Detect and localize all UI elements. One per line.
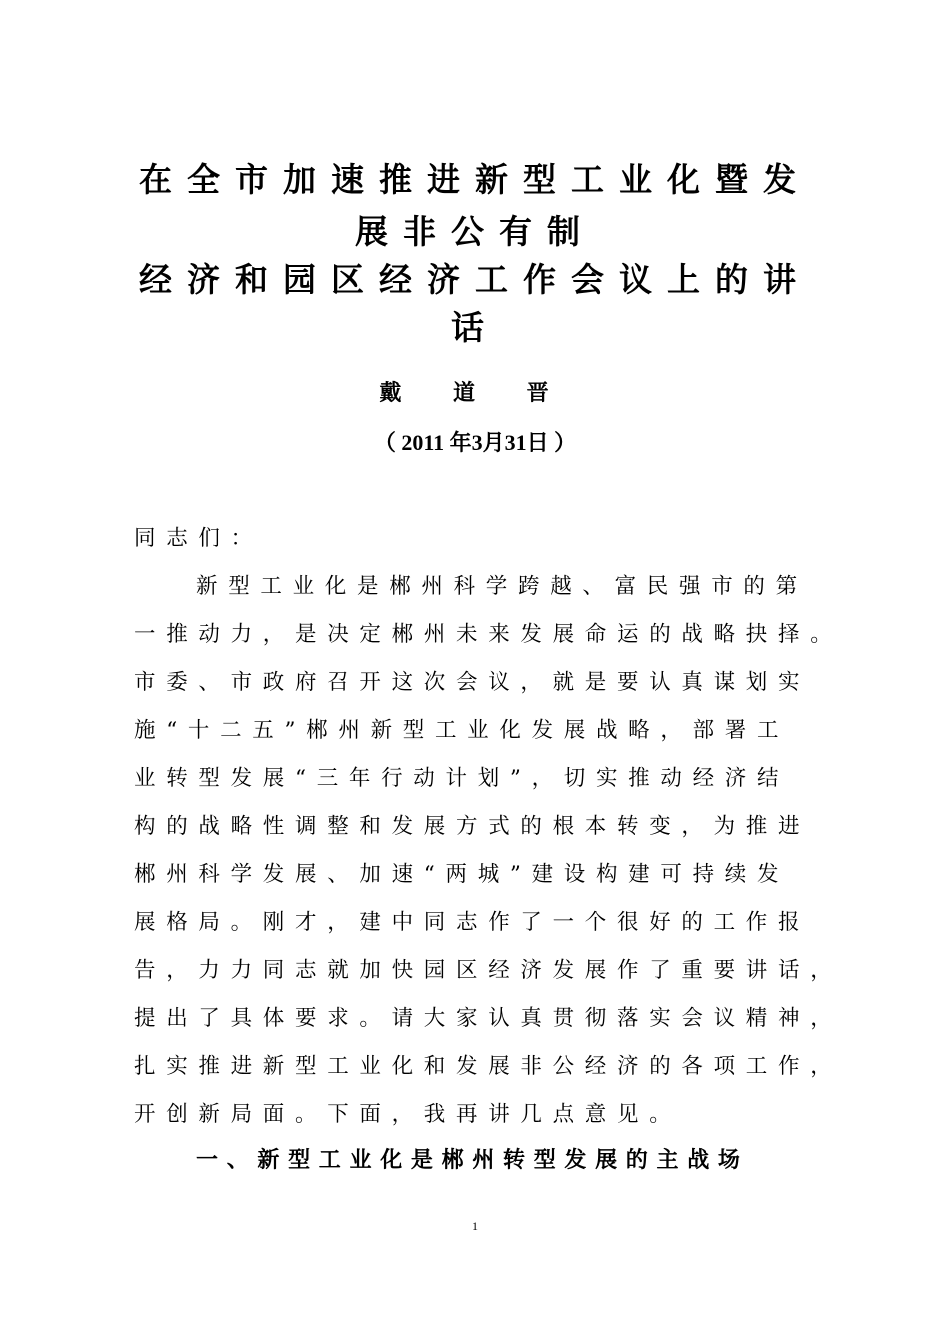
document-title-line-1: 在全市加速推进新型工业化暨发 <box>139 160 811 199</box>
page-number: 1 <box>472 1219 478 1233</box>
paragraph-line: 展格局。刚才，建中同志作了一个很好的工作报 <box>134 910 811 935</box>
paragraph-line: 施“十二五”郴州新型工业化发展战略，部署工 <box>134 718 790 743</box>
speech-date: （ 2011 年3月31日 ） <box>373 430 577 455</box>
document-title-line-2: 展非公有制 <box>355 212 595 251</box>
paragraph-line: 构的战略性调整和发展方式的根本转变，为推进 <box>134 814 811 839</box>
paragraph-line: 新型工业化是郴州科学跨越、富民强市的第 <box>196 574 808 599</box>
paragraph-line: 提出了具体要求。请大家认真贯彻落实会议精神， <box>134 1006 843 1031</box>
author-name: 戴 道 晋 <box>379 380 571 406</box>
paragraph-line: 市委、市政府召开这次会议，就是要认真谋划实 <box>134 670 811 695</box>
document-title-line-3: 经济和园区经济工作会议上的讲 <box>139 260 811 299</box>
paragraph-line: 一推动力，是决定郴州未来发展命运的战略抉择。 <box>134 622 843 647</box>
paragraph-line: 告，力力同志就加快园区经济发展作了重要讲话， <box>134 958 843 983</box>
paragraph-line: 业转型发展“三年行动计划”，切实推动经济结 <box>134 766 790 791</box>
paragraph-line: 郴州科学发展、加速“两城”建设构建可持续发 <box>134 862 790 887</box>
section-heading: 一、新型工业化是郴州转型发展的主战场 <box>196 1148 749 1173</box>
document-title-line-4: 话 <box>451 308 499 347</box>
salutation: 同志们： <box>134 526 263 551</box>
paragraph-line: 开创新局面。下面，我再讲几点意见。 <box>134 1102 682 1127</box>
paragraph-line: 扎实推进新型工业化和发展非公经济的各项工作， <box>134 1054 843 1079</box>
